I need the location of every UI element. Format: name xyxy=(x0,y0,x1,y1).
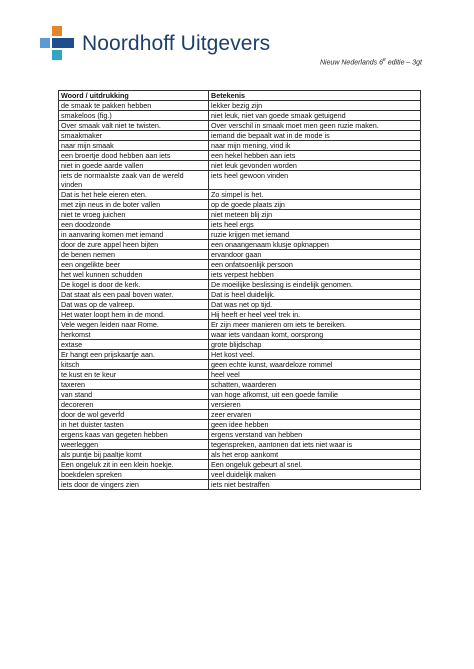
table-row xyxy=(59,380,421,390)
word-cell: kitsch xyxy=(59,360,209,370)
table-row xyxy=(59,220,421,230)
word-cell: een doodzonde xyxy=(59,220,209,230)
word-cell: als puntje bij paaltje komt xyxy=(59,450,209,460)
word-cell: Dat was op de valreep. xyxy=(59,300,209,310)
table-row xyxy=(59,111,421,121)
meaning-cell: naar mijn mening, vind ik xyxy=(209,141,421,151)
meaning-cell: van hoge afkomst, uit een goede familie xyxy=(209,390,421,400)
meaning-cell: iemand die bepaalt wat in de mode is xyxy=(209,131,421,141)
table-row xyxy=(59,121,421,131)
meaning-cell: ruzie krijgen met iemand xyxy=(209,230,421,240)
meaning-cell: niet leuk, niet van goede smaak getuigend xyxy=(209,111,421,121)
vocabulary-table xyxy=(58,90,421,490)
word-cell: naar mijn smaak xyxy=(59,141,209,151)
word-cell: De kogel is door de kerk. xyxy=(59,280,209,290)
meaning-cell: Dat was net op tijd. xyxy=(209,300,421,310)
table-row xyxy=(59,320,421,330)
word-cell: te kust en te keur xyxy=(59,370,209,380)
table-row xyxy=(59,390,421,400)
logo-square-top xyxy=(52,26,62,36)
logo-mark-icon xyxy=(40,26,76,62)
meaning-cell: schatten, waarderen xyxy=(209,380,421,390)
word-cell: door de wol geverfd xyxy=(59,410,209,420)
table-row xyxy=(59,400,421,410)
table-row xyxy=(59,340,421,350)
table-row xyxy=(59,330,421,340)
publisher-logo xyxy=(40,26,270,62)
table-row xyxy=(59,440,421,450)
table-row xyxy=(59,470,421,480)
table-row xyxy=(59,290,421,300)
table-row xyxy=(59,240,421,250)
word-cell: iets de normaalste zaak van de wereld vinden xyxy=(59,171,209,190)
table-row xyxy=(59,141,421,151)
meaning-cell: iets heel ergs xyxy=(209,220,421,230)
table-row xyxy=(59,360,421,370)
meaning-cell: tegenspreken, aantonen dat iets niet waar is xyxy=(209,440,421,450)
table-row xyxy=(59,171,421,190)
table-row xyxy=(59,410,421,420)
meaning-cell: geen idee hebben xyxy=(209,420,421,430)
edition-suffix: editie – 3gt xyxy=(385,59,422,67)
edition-line xyxy=(320,57,422,66)
word-cell: taxeren xyxy=(59,380,209,390)
meaning-cell: ergens verstand van hebben xyxy=(209,430,421,440)
word-cell: iets door de vingers zien xyxy=(59,480,209,490)
edition-superscript: e xyxy=(383,57,386,63)
logo-square-bottom xyxy=(52,50,62,60)
word-cell: herkomst xyxy=(59,330,209,340)
table-row xyxy=(59,190,421,200)
table-row xyxy=(59,101,421,111)
column-header-meaning: Betekenis xyxy=(209,91,421,101)
brand-name: Noordhoff Uitgevers xyxy=(82,32,271,55)
word-cell: Vele wegen leiden naar Rome. xyxy=(59,320,209,330)
table-row xyxy=(59,131,421,141)
meaning-cell: als het erop aankomt xyxy=(209,450,421,460)
table-row xyxy=(59,270,421,280)
meaning-cell: Er zijn meer manieren om iets te bereiken. xyxy=(209,320,421,330)
word-cell: decoreren xyxy=(59,400,209,410)
table-body xyxy=(59,101,421,490)
word-cell: door de zure appel heen bijten xyxy=(59,240,209,250)
word-cell: Een ongeluk zit in een klein hoekje. xyxy=(59,460,209,470)
table-row xyxy=(59,260,421,270)
word-cell: in aanvaring komen met iemand xyxy=(59,230,209,240)
table-row xyxy=(59,480,421,490)
meaning-cell: versieren xyxy=(209,400,421,410)
table-row xyxy=(59,210,421,220)
table-row xyxy=(59,460,421,470)
table-row xyxy=(59,450,421,460)
table-row xyxy=(59,420,421,430)
table-row xyxy=(59,250,421,260)
meaning-cell: veel duidelijk maken xyxy=(209,470,421,480)
meaning-cell: ervandoor gaan xyxy=(209,250,421,260)
table-row xyxy=(59,370,421,380)
meaning-cell: Dat is heel duidelijk. xyxy=(209,290,421,300)
meaning-cell: lekker bezig zijn xyxy=(209,101,421,111)
word-cell: Het water loopt hem in de mond. xyxy=(59,310,209,320)
word-cell: Dat is het hele eieren eten. xyxy=(59,190,209,200)
meaning-cell: iets verpest hebben xyxy=(209,270,421,280)
meaning-cell: een hekel hebben aan iets xyxy=(209,151,421,161)
meaning-cell: zeer ervaren xyxy=(209,410,421,420)
meaning-cell: Hij heeft er heel veel trek in. xyxy=(209,310,421,320)
word-cell: met zijn neus in de boter vallen xyxy=(59,200,209,210)
table-row xyxy=(59,200,421,210)
table-row xyxy=(59,230,421,240)
word-cell: Er hangt een prijskaartje aan. xyxy=(59,350,209,360)
word-cell: een broertje dood hebben aan iets xyxy=(59,151,209,161)
table-row xyxy=(59,161,421,171)
meaning-cell: Het kost veel. xyxy=(209,350,421,360)
word-cell: ergens kaas van gegeten hebben xyxy=(59,430,209,440)
meaning-cell: een onfatsoenlijk persoon xyxy=(209,260,421,270)
table-row xyxy=(59,151,421,161)
word-cell: een ongelikte beer xyxy=(59,260,209,270)
logo-square-center xyxy=(52,38,74,48)
logo-square-left xyxy=(40,38,50,48)
word-cell: extase xyxy=(59,340,209,350)
word-cell: weerleggen xyxy=(59,440,209,450)
meaning-cell: geen echte kunst, waardeloze rommel xyxy=(209,360,421,370)
word-cell: smakeloos (fig.) xyxy=(59,111,209,121)
meaning-cell: De moeilijke beslissing is eindelijk genomen. xyxy=(209,280,421,290)
table-row xyxy=(59,310,421,320)
meaning-cell: op de goede plaats zijn xyxy=(209,200,421,210)
word-cell: niet in goede aarde vallen xyxy=(59,161,209,171)
meaning-cell: iets niet bestraffen xyxy=(209,480,421,490)
table-header-row xyxy=(59,91,421,101)
word-cell: smaakmaker xyxy=(59,131,209,141)
meaning-cell: heel veel xyxy=(209,370,421,380)
word-cell: Over smaak valt niet te twisten. xyxy=(59,121,209,131)
meaning-cell: Over verschil in smaak moet men geen ruzie maken. xyxy=(209,121,421,131)
word-cell: boekdelen spreken xyxy=(59,470,209,480)
table-row xyxy=(59,350,421,360)
word-cell: niet te vroeg juichen xyxy=(59,210,209,220)
table-row xyxy=(59,430,421,440)
word-cell: in het duister tasten xyxy=(59,420,209,430)
meaning-cell: niet leuk gevonden worden xyxy=(209,161,421,171)
meaning-cell: niet meteen blij zijn xyxy=(209,210,421,220)
meaning-cell: iets heel gewoon vinden xyxy=(209,171,421,190)
word-cell: de smaak te pakken hebben xyxy=(59,101,209,111)
table-row xyxy=(59,300,421,310)
table-row xyxy=(59,280,421,290)
word-cell: Dat staat als een paal boven water. xyxy=(59,290,209,300)
column-header-word: Woord / uitdrukking xyxy=(59,91,209,101)
word-cell: van stand xyxy=(59,390,209,400)
meaning-cell: Zo simpel is het. xyxy=(209,190,421,200)
word-cell: de benen nemen xyxy=(59,250,209,260)
meaning-cell: Een ongeluk gebeurt al snel. xyxy=(209,460,421,470)
meaning-cell: grote blijdschap xyxy=(209,340,421,350)
meaning-cell: een onaangenaam klusje opknappen xyxy=(209,240,421,250)
word-cell: het wel kunnen schudden xyxy=(59,270,209,280)
edition-prefix: Nieuw Nederlands 6 xyxy=(319,59,384,67)
meaning-cell: waar iets vandaan komt, oorsprong xyxy=(209,330,421,340)
